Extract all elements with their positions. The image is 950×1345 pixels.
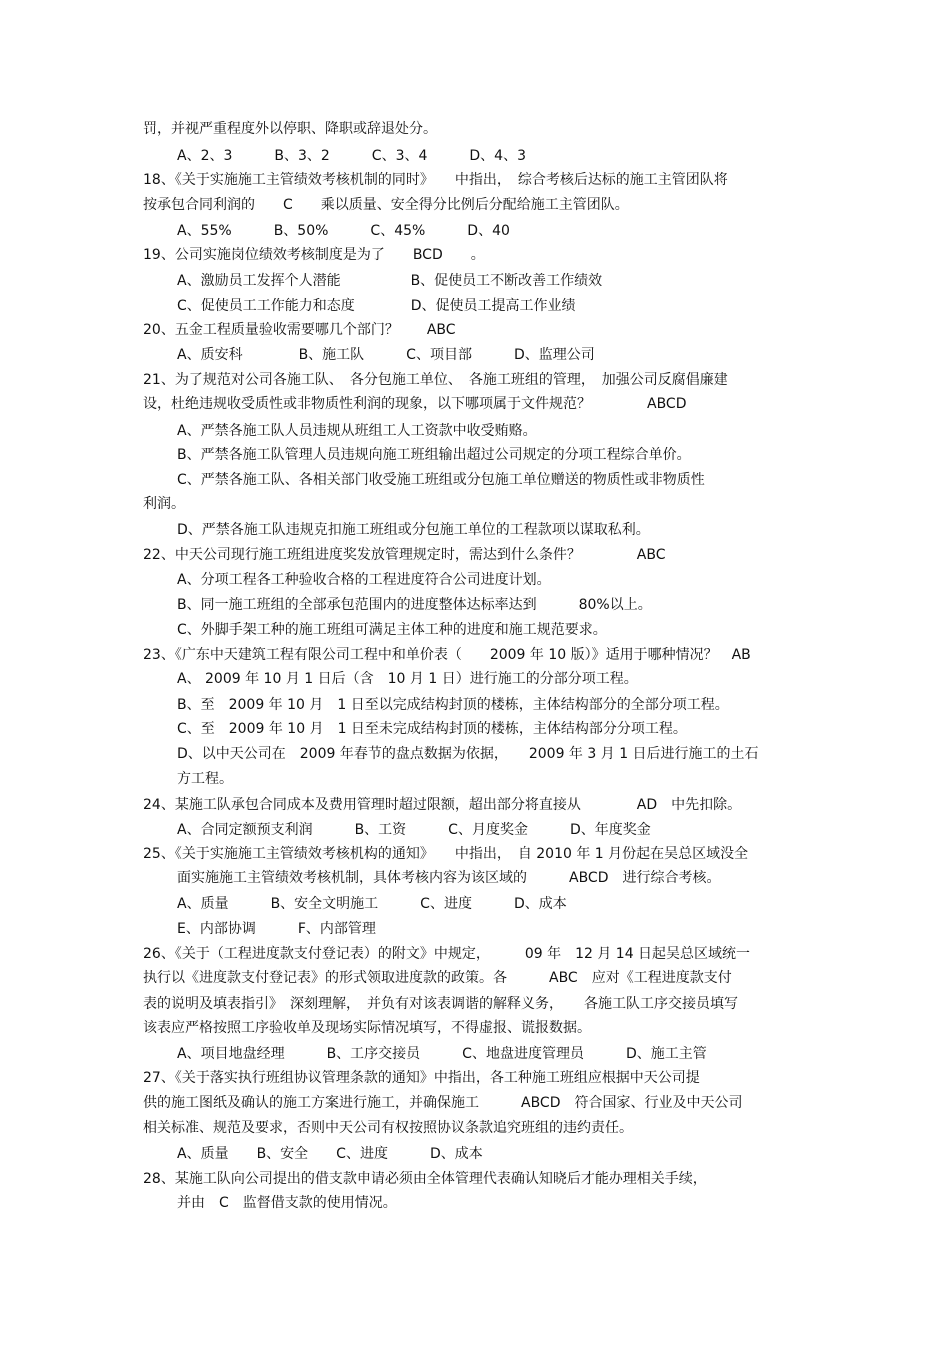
text-line: A、质量 B、安全 C、进度 D、成本 xyxy=(177,1146,483,1162)
text-line: 24、某施工队承包合同成本及费用管理时超过限额，超出部分将直接从 AD 中先扣除。 xyxy=(143,797,742,813)
text-line: C、外脚手架工种的施工班组可满足主体工种的进度和施工规范要求。 xyxy=(177,622,607,638)
text-line: B、严禁各施工队管理人员违规向施工班组输出超过公司规定的分项工程综合单价。 xyxy=(177,447,691,463)
text-line: A、质量 B、安全文明施工 C、进度 D、成本 xyxy=(177,896,567,912)
text-line: B、至 2009 年 10 月 1 日至以完成结构封顶的楼栋，主体结构部分的全部分项工程。 xyxy=(177,697,729,713)
text-line: A、质安科 B、施工队 C、项目部 D、监理公司 xyxy=(177,347,595,363)
text-line: 面实施施工主管绩效考核机制，具体考核内容为该区域的 ABCD 进行综合考核。 xyxy=(177,870,721,886)
text-line: 26、《关于（工程进度款支付登记表）的附文》中规定， 09 年 12 月 14 日起吴总区域统一 xyxy=(143,946,751,962)
text-line: A、激励员工发挥个人潜能 B、促使员工不断改善工作绩效 xyxy=(177,273,603,289)
text-line: C、严禁各施工队、各相关部门收受施工班组或分包施工单位赠送的物质性或非物质性 xyxy=(177,472,705,488)
text-line: A、项目地盘经理 B、工序交接员 C、地盘进度管理员 D、施工主管 xyxy=(177,1046,707,1062)
text-line: C、促使员工工作能力和态度 D、促使员工提高工作业绩 xyxy=(177,298,576,314)
text-line: 28、某施工队向公司提出的借支款申请必须由全体管理代表确认知晓后才能办理相关手续， xyxy=(143,1171,707,1187)
text-line: A、严禁各施工队人员违规从班组工人工资款中收受贿赂。 xyxy=(177,423,537,439)
text-line: 按承包合同利润的 C 乘以质量、安全得分比例后分配给施工主管团队。 xyxy=(143,197,629,213)
text-line: 利润。 xyxy=(143,496,185,512)
text-line: 27、《关于落实执行班组协议管理条款的通知》中指出，各工种施工班组应根据中天公司提 xyxy=(143,1070,700,1086)
text-line: 21、为了规范对公司各施工队、 各分包施工单位、 各施工班组的管理， 加强公司反腐倡廉建 xyxy=(143,372,728,388)
text-line: 并由 C 监督借支款的使用情况。 xyxy=(177,1195,397,1211)
text-line: A、分项工程各工种验收合格的工程进度符合公司进度计划。 xyxy=(177,572,551,588)
text-line: 供的施工图纸及确认的施工方案进行施工，并确保施工 ABCD 符合国家、行业及中天公司 xyxy=(143,1095,743,1111)
text-line: 相关标准、规范及要求，否则中天公司有权按照协议条款追究班组的违约责任。 xyxy=(143,1120,633,1136)
text-line: 19、公司实施岗位绩效考核制度是为了 BCD 。 xyxy=(143,247,485,263)
text-line: 20、五金工程质量验收需要哪几个部门？ ABC xyxy=(143,322,456,338)
text-line: 设，杜绝违规收受质性或非物质性利润的现象，以下哪项属于文件规范？ ABCD xyxy=(143,396,687,412)
text-line: C、至 2009 年 10 月 1 日至未完成结构封顶的楼栋，主体结构部分分项工程。 xyxy=(177,721,687,737)
text-line: A、合同定额预支利润 B、工资 C、月度奖金 D、年度奖金 xyxy=(177,822,651,838)
text-line: A、 2009 年 10 月 1 日后（含 10 月 1 日）进行施工的分部分项工程。 xyxy=(177,671,638,687)
text-line: B、同一施工班组的全部承包范围内的进度整体达标率达到 80%以上。 xyxy=(177,597,652,613)
text-line: 25、《关于实施施工主管绩效考核机构的通知》 中指出， 自 2010 年 1 月份起在吴总区域没全 xyxy=(143,846,749,862)
text-line: 18、《关于实施施工主管绩效考核机制的同时》 中指出， 综合考核后达标的施工主管团队将 xyxy=(143,172,728,188)
text-line: 方工程。 xyxy=(177,771,233,787)
text-line: A、55% B、50% C、45% D、40 xyxy=(177,223,510,239)
text-line: E、内部协调 F、内部管理 xyxy=(177,921,376,937)
text-line: 23、《广东中天建筑工程有限公司工程中和单价表（ 2009 年 10 版）》适用于哪种情况？ AB xyxy=(143,647,751,663)
text-line: 罚，并视严重程度外以停职、降职或辞退处分。 xyxy=(143,121,437,137)
text-line: D、严禁各施工队违规克扣施工班组或分包施工单位的工程款项以谋取私利。 xyxy=(177,522,650,538)
text-line: 22、中天公司现行施工班组进度奖发放管理规定时，需达到什么条件？ ABC xyxy=(143,547,666,563)
text-line: 该表应严格按照工序验收单及现场实际情况填写，不得虚报、谎报数据。 xyxy=(143,1020,591,1036)
text-line: D、以中天公司在 2009 年春节的盘点数据为依据， 2009 年 3 月 1 日后进行施工的土石 xyxy=(177,746,759,762)
text-line: 执行以《进度款支付登记表》的形式领取进度款的政策。各 ABC 应对《工程进度款支付 xyxy=(143,970,732,986)
text-line: A、2、3 B、3、2 C、3、4 D、4、3 xyxy=(177,148,526,164)
text-line: 表的说明及填表指引》 深刻理解， 并负有对该表调谐的解释义务， 各施工队工序交接员填写 xyxy=(143,996,738,1012)
